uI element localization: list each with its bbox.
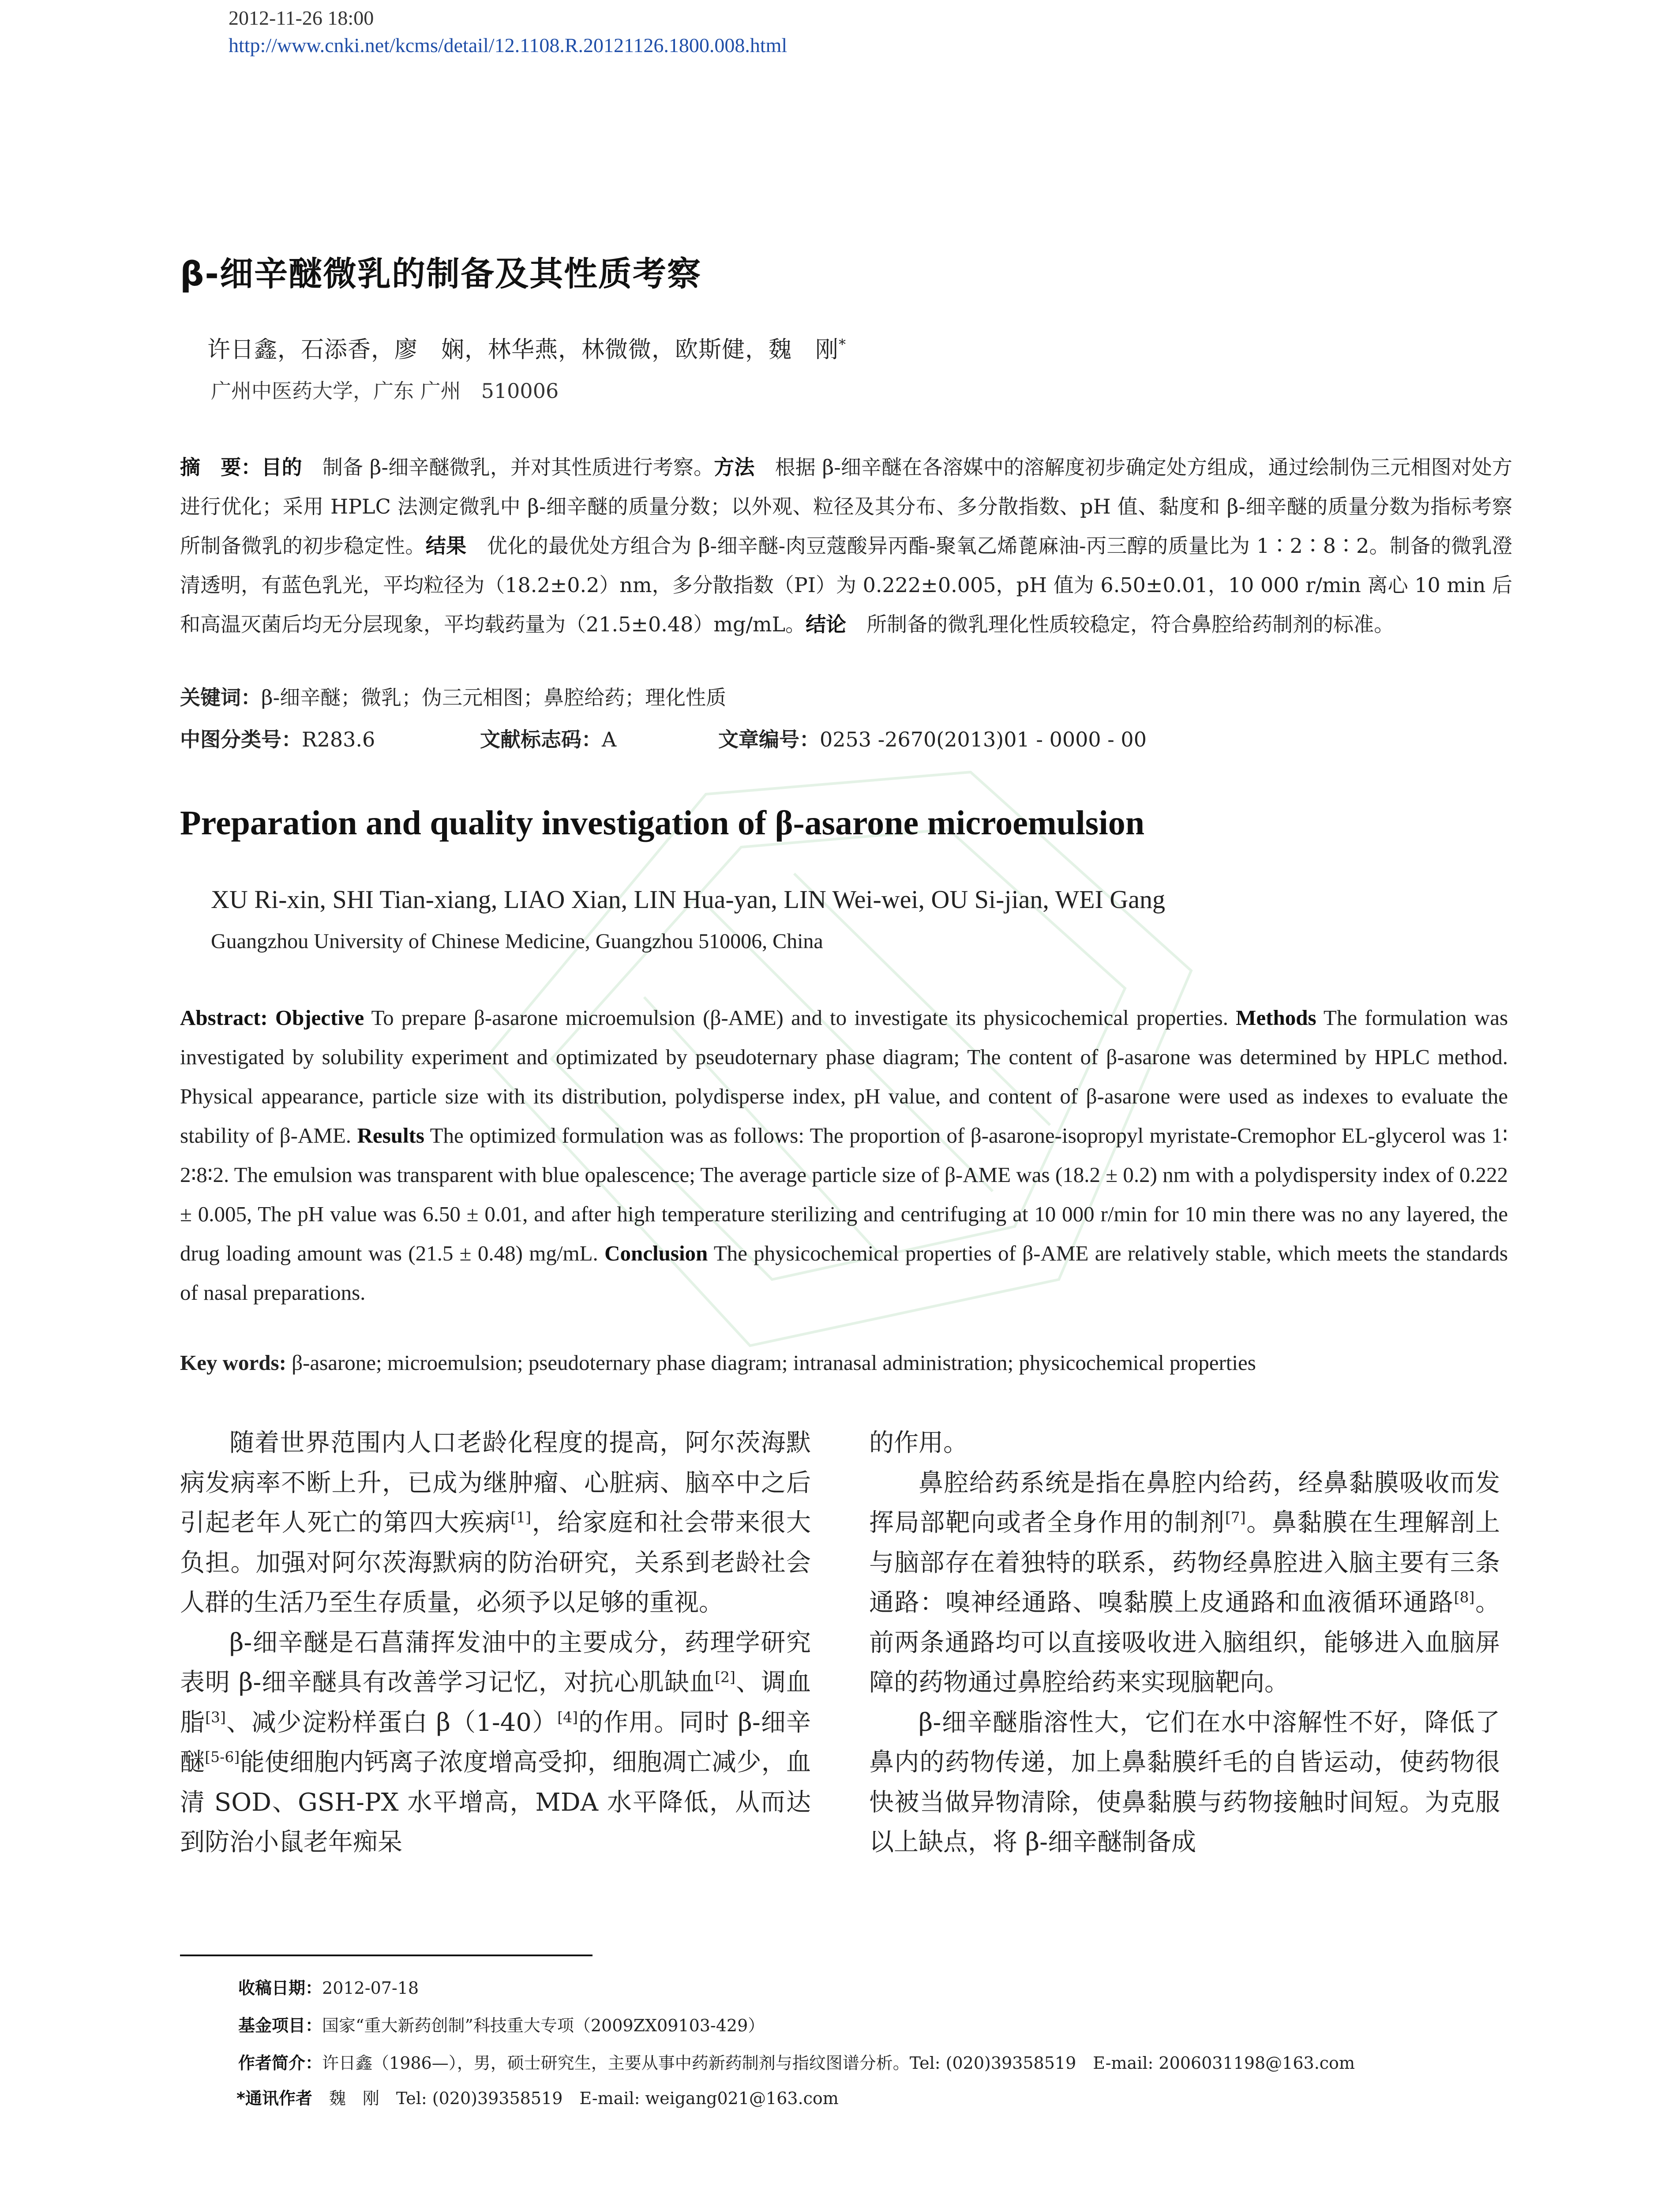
body-column-right (869, 1423, 1500, 1863)
citation-ref[interactable]: [1] (510, 1508, 532, 1526)
abstract-en-label: Abstract: (180, 1005, 275, 1030)
body-paragraph (180, 1623, 811, 1863)
body-text: 鼻腔给药系统是指在鼻腔内给药，经鼻黏膜吸收而发挥局部靶向或者全身作用的制剂 (869, 1468, 1500, 1537)
methods-label-en: Methods (1236, 1005, 1316, 1030)
doc-code-label: 文献标志码： (480, 728, 602, 751)
abstract-cn-label: 摘 要： (180, 455, 262, 479)
keywords-cn-text: β-细辛醚；微乳；伪三元相图；鼻腔给药；理化性质 (261, 686, 727, 709)
body-text: 随着世界范围内人口老龄化程度的提高，阿尔茨海默病发病率不断上升，已成为继肿瘤、心脏病、脑卒中之后引起老年人死亡的第四大疾病 (180, 1429, 811, 1537)
methods-text-en: The formulation was investigated by solubility experiment and optimizated by pseudoternary phase diagram; The content of β-asarone was determined by HPLC method. Physical appearance, particle size with its distribution, polydisperse index, pH value, and content of β-asarone were used as indexes to evaluate the stability of β-AME. (180, 1005, 1508, 1148)
keywords-en (180, 1350, 1526, 1375)
paper-title-cn: β-细辛醚微乳的制备及其性质考察 (180, 254, 701, 293)
conclusion-text-cn: 所制备的微乳理化性质较稳定，符合鼻腔给药制剂的标准。 (846, 612, 1395, 636)
methods-label-cn: 方法 (714, 455, 755, 479)
citation-ref[interactable]: [3] (205, 1708, 226, 1726)
conclusion-label-en: Conclusion (604, 1241, 708, 1265)
citation-ref[interactable]: [2] (715, 1668, 735, 1686)
body-column-left (180, 1423, 811, 1863)
classification-row (180, 724, 1548, 753)
results-text-cn: 优化的最优处方组合为 β-细辛醚-肉豆蔻酸异丙酯-聚氧乙烯蓖麻油-丙三醇的质量比为 1∶2∶8∶2。制备的微乳澄清透明，有蓝色乳光，平均粒径为（18.2±0.2）nm，多分散指数（PI）为 0.222±0.005，pH 值为 6.50±0.01，10 000 r/min 离心 10 min 后和高温灭菌后均无分层现象，平均载药量为（21.5±0.48）mg/mL。 (180, 534, 1513, 636)
body-paragraph (180, 1423, 811, 1623)
affiliation-en: Guangzhou University of Chinese Medicine, Guangzhou 510006, China (211, 930, 823, 953)
footnote-divider (180, 1955, 592, 1956)
article-number (718, 724, 1147, 753)
objective-text-cn: 制备 β-细辛醚微乳，并对其性质进行考察。 (302, 455, 714, 479)
class-number-label: 中图分类号： (180, 728, 302, 751)
article-number-value: 0253 -2670(2013)01 - 0000 - 00 (820, 728, 1147, 751)
results-label-cn: 结果 (425, 534, 467, 558)
authors-cn (207, 331, 846, 364)
keywords-en-text: β-asarone; microemulsion; pseudoternary phase diagram; intranasal administration; physicochemical properties (292, 1351, 1256, 1375)
body-paragraph: β-细辛醚脂溶性大，它们在水中溶解性不好，降低了鼻内的药物传递，加上鼻黏膜纤毛的自皆运动，使药物很快被当做异物清除，使鼻黏膜与药物接触时间短。为克服以上缺点，将 β-细辛醚制备成 (869, 1708, 1500, 1857)
conclusion-text-en: The physicochemical properties of β-AME are relatively stable, which meets the standards of nasal preparations. (180, 1241, 1508, 1305)
authors-cn-names: 许日鑫，石添香，廖 娴，林华燕，林微微，欧斯健，魏 刚 (207, 337, 839, 363)
keywords-en-label: Key words: (180, 1351, 292, 1375)
authors-en: XU Ri-xin, SHI Tian-xiang, LIAO Xian, LIN Hua-yan, LIN Wei-wei, OU Si-jian, WEI Gang (211, 885, 1165, 914)
abstract-cn (180, 448, 1512, 644)
doc-code-value: A (602, 728, 617, 751)
body-text: 、调血脂 (180, 1668, 811, 1737)
footnote-corresponding (236, 2085, 839, 2109)
body-text: 。前两条通路均可以直接吸收进入脑组织，能够进入血脑屏障的药物通过鼻腔给药来实现脑靶向。 (869, 1588, 1500, 1697)
keywords-cn-label: 关键词： (180, 686, 261, 709)
footnote-text: 国家“重大新药创制”科技重大专项（2009ZX09103-429） (322, 2016, 765, 2035)
citation-ref[interactable]: [4] (557, 1708, 578, 1726)
body-text: ，给家庭和社会带来很大负担。加强对阿尔茨海默病的防治研究，关系到老龄社会人群的生活乃至生存质量，必须予以足够的重视。 (180, 1508, 811, 1617)
footnote-text: 许日鑫（1986—），男，硕士研究生，主要从事中药新药制剂与指纹图谱分析。Tel: (020)39358519 E-mail: 2006031198@163.com (322, 2053, 1355, 2073)
class-number-value: R283.6 (302, 728, 375, 751)
footnote-author (238, 2049, 1355, 2074)
conclusion-label-cn: 结论 (806, 612, 847, 636)
citation-ref[interactable]: [7] (1225, 1508, 1246, 1526)
doc-code (480, 724, 718, 753)
objective-text-en: To prepare β-asarone microemulsion (β-AME) and to investigate its physicochemical properties. (364, 1005, 1236, 1030)
abstract-en (180, 998, 1508, 1312)
footnote-label: 作者简介： (238, 2053, 322, 2073)
footnote-text: 魏 刚 Tel: (020)39358519 E-mail: weigang021@163.com (312, 2089, 839, 2108)
footnote-text: 2012-07-18 (322, 1978, 419, 1998)
footnote-label: 收稿日期： (238, 1978, 322, 1998)
results-text-en: The optimized formulation was as follows: The proportion of β-asarone-isopropyl myristate-Cremophor EL-glycerol was 1∶ 2∶8∶2. The emulsion was transparent with blue opalescence; The average particle size of β-AME was (18.2 ± 0.2) nm with a polydispersity index of 0.222 ± 0.005, The pH value was 6.50 ± 0.01, and after high temperature sterilizing and centrifuging at 10 000 r/min for 10 min there was no any layered, the drug loading amount was (21.5 ± 0.48) mg/mL. (180, 1123, 1508, 1265)
corresponding-mark: * (839, 336, 847, 353)
results-label-en: Results (357, 1123, 424, 1148)
objective-label-cn: 目的 (261, 455, 302, 479)
footnote-fund (238, 2012, 765, 2036)
methods-text-cn: 根据 β-细辛醚在各溶媒中的溶解度初步确定处方组成，通过绘制伪三元相图对处方进行优化；采用 HPLC 法测定微乳中 β-细辛醚的质量分数；以外观、粒径及其分布、多分散指数、pH 值、黏度和 β-细辛醚的质量分数为指标考察所制备微乳的初步稳定性。 (180, 455, 1513, 558)
body-text: 的作用。同时 β-细辛醚 (180, 1708, 811, 1777)
header-url-link[interactable]: http://www.cnki.net/kcms/detail/12.1108.R.20121126.1800.008.html (229, 34, 788, 56)
body-text: β-细辛醚是石菖蒲挥发油中的主要成分，药理学研究表明 β-细辛醚具有改善学习记忆，对抗心肌缺血 (180, 1628, 811, 1697)
citation-ref[interactable]: [8] (1454, 1588, 1475, 1606)
affiliation-cn: 广州中医药大学，广东 广州 510006 (211, 379, 559, 403)
footnote-label: 基金项目： (238, 2016, 322, 2035)
body-text: 能使细胞内钙离子浓度增高受抑，细胞凋亡减少，血清 SOD、GSH-PX 水平增高，MDA 水平降低，从而达到防治小鼠老年痴呆 (180, 1748, 811, 1857)
citation-ref[interactable]: [5-6] (205, 1748, 240, 1766)
keywords-cn (180, 682, 726, 711)
body-text: 。鼻黏膜在生理解剖上与脑部存在着独特的联系，药物经鼻腔进入脑主要有三条通路：嗅神经通路、嗅黏膜上皮通路和血液循环通路 (869, 1508, 1500, 1617)
class-number (180, 724, 480, 753)
footnote-label: *通讯作者 (236, 2089, 312, 2108)
header-timestamp: 2012-11-26 18:00 (229, 7, 374, 29)
body-paragraph: 的作用。 (869, 1429, 968, 1457)
body-text: 、减少淀粉样蛋白 β（1-40） (225, 1708, 558, 1737)
objective-label-en: Objective (275, 1005, 364, 1030)
paper-title-en: Preparation and quality investigation of β-asarone microemulsion (180, 803, 1145, 842)
body-paragraph (869, 1463, 1500, 1703)
article-number-label: 文章编号： (718, 728, 820, 751)
footnote-received (238, 1974, 419, 1999)
